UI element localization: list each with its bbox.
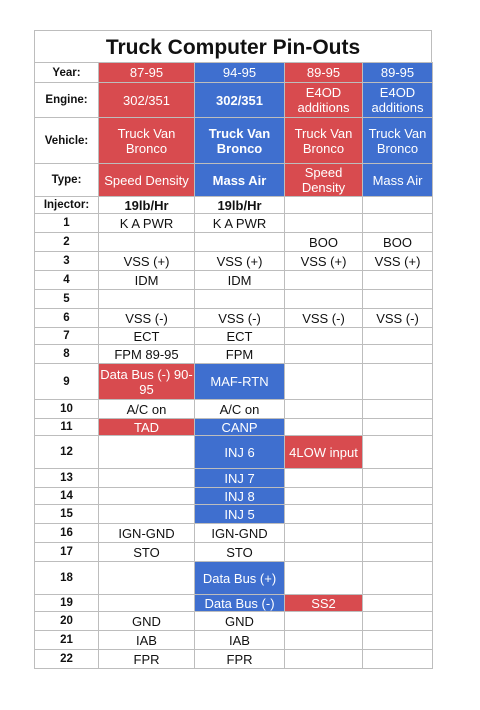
table-cell: VSS (+) bbox=[195, 252, 285, 271]
table-cell: 302/351 bbox=[99, 83, 195, 118]
table-cell: E4OD additions bbox=[363, 83, 433, 118]
table-cell: A/C on bbox=[99, 400, 195, 419]
table-cell: FPM bbox=[195, 345, 285, 364]
table-cell bbox=[363, 328, 433, 345]
table-cell bbox=[363, 400, 433, 419]
table-cell bbox=[285, 488, 363, 505]
table-cell: FPM 89-95 bbox=[99, 345, 195, 364]
pin-number: 11 bbox=[35, 419, 99, 436]
table-cell: IAB bbox=[195, 631, 285, 650]
table-cell: Speed Density bbox=[99, 164, 195, 197]
table-cell bbox=[99, 233, 195, 252]
header-row bbox=[35, 164, 433, 197]
pin-number: 22 bbox=[35, 650, 99, 669]
table-cell bbox=[363, 436, 433, 469]
table-row bbox=[35, 400, 433, 419]
table-cell bbox=[195, 290, 285, 309]
table-cell bbox=[285, 631, 363, 650]
table-row bbox=[35, 469, 433, 488]
pin-number: 7 bbox=[35, 328, 99, 345]
pin-number: 20 bbox=[35, 612, 99, 631]
table-cell: ECT bbox=[99, 328, 195, 345]
header-row bbox=[35, 197, 433, 214]
table-cell: IGN-GND bbox=[99, 524, 195, 543]
table-cell bbox=[363, 469, 433, 488]
table-cell: 4LOW input bbox=[285, 436, 363, 469]
table-cell: STO bbox=[195, 543, 285, 562]
table-cell: IAB bbox=[99, 631, 195, 650]
table-cell: BOO bbox=[363, 233, 433, 252]
table-cell: IGN-GND bbox=[195, 524, 285, 543]
table-cell: STO bbox=[99, 543, 195, 562]
table-cell: Data Bus (-) bbox=[195, 595, 285, 612]
table-cell bbox=[363, 271, 433, 290]
table-cell bbox=[363, 345, 433, 364]
table-cell: VSS (+) bbox=[99, 252, 195, 271]
table-cell: VSS (+) bbox=[363, 252, 433, 271]
table-cell: CANP bbox=[195, 419, 285, 436]
pin-number: 8 bbox=[35, 345, 99, 364]
pin-number: 2 bbox=[35, 233, 99, 252]
table-cell bbox=[285, 271, 363, 290]
table-cell: VSS (-) bbox=[285, 309, 363, 328]
pin-number: 19 bbox=[35, 595, 99, 612]
table-cell bbox=[363, 595, 433, 612]
pinout-sheet bbox=[34, 30, 432, 669]
pin-number: 12 bbox=[35, 436, 99, 469]
table-cell bbox=[285, 524, 363, 543]
table-cell bbox=[285, 400, 363, 419]
table-row bbox=[35, 436, 433, 469]
table-row bbox=[35, 595, 433, 612]
table-row bbox=[35, 309, 433, 328]
table-row bbox=[35, 488, 433, 505]
table-cell: IDM bbox=[99, 271, 195, 290]
table-cell bbox=[285, 290, 363, 309]
pin-number: 13 bbox=[35, 469, 99, 488]
row-label: Engine: bbox=[35, 83, 99, 118]
table-cell bbox=[363, 419, 433, 436]
table-row bbox=[35, 650, 433, 669]
table-cell bbox=[363, 562, 433, 595]
row-label: Year: bbox=[35, 63, 99, 83]
table-cell: Mass Air bbox=[195, 164, 285, 197]
header-row bbox=[35, 118, 433, 164]
table-cell bbox=[285, 197, 363, 214]
table-cell bbox=[285, 543, 363, 562]
table-cell bbox=[285, 612, 363, 631]
table-cell bbox=[363, 505, 433, 524]
table-cell: INJ 8 bbox=[195, 488, 285, 505]
table-cell: Mass Air bbox=[363, 164, 433, 197]
table-cell bbox=[363, 612, 433, 631]
table-cell: INJ 5 bbox=[195, 505, 285, 524]
row-label: Type: bbox=[35, 164, 99, 197]
table-cell: 87-95 bbox=[99, 63, 195, 83]
table-cell bbox=[363, 650, 433, 669]
table-cell bbox=[363, 364, 433, 400]
table-cell: VSS (+) bbox=[285, 252, 363, 271]
table-cell bbox=[285, 469, 363, 488]
pin-number: 17 bbox=[35, 543, 99, 562]
table-cell bbox=[285, 364, 363, 400]
table-cell bbox=[99, 562, 195, 595]
table-cell bbox=[99, 595, 195, 612]
table-row bbox=[35, 419, 433, 436]
table-cell: INJ 7 bbox=[195, 469, 285, 488]
table-row bbox=[35, 214, 433, 233]
table-cell bbox=[285, 214, 363, 233]
table-row bbox=[35, 328, 433, 345]
table-cell bbox=[363, 488, 433, 505]
table-cell: FPR bbox=[195, 650, 285, 669]
header-row bbox=[35, 63, 433, 83]
table-cell bbox=[285, 505, 363, 524]
table-cell bbox=[363, 631, 433, 650]
table-cell: VSS (-) bbox=[195, 309, 285, 328]
table-row bbox=[35, 252, 433, 271]
table-cell: VSS (-) bbox=[363, 309, 433, 328]
pinout-table bbox=[34, 62, 433, 669]
table-cell bbox=[99, 505, 195, 524]
table-cell: E4OD additions bbox=[285, 83, 363, 118]
table-cell bbox=[363, 214, 433, 233]
table-cell bbox=[99, 469, 195, 488]
table-cell: SS2 bbox=[285, 595, 363, 612]
table-cell bbox=[285, 650, 363, 669]
row-label: Vehicle: bbox=[35, 118, 99, 164]
table-cell: Data Bus (+) bbox=[195, 562, 285, 595]
pinout-table-body bbox=[35, 63, 433, 669]
table-row bbox=[35, 364, 433, 400]
table-cell: FPR bbox=[99, 650, 195, 669]
table-row bbox=[35, 524, 433, 543]
pin-number: 9 bbox=[35, 364, 99, 400]
table-cell: Truck Van Bronco bbox=[99, 118, 195, 164]
table-row bbox=[35, 543, 433, 562]
table-row bbox=[35, 631, 433, 650]
table-cell: VSS (-) bbox=[99, 309, 195, 328]
pin-number: 18 bbox=[35, 562, 99, 595]
table-cell: 94-95 bbox=[195, 63, 285, 83]
pin-number: 5 bbox=[35, 290, 99, 309]
table-cell bbox=[99, 488, 195, 505]
table-cell: 19lb/Hr bbox=[99, 197, 195, 214]
table-cell bbox=[285, 562, 363, 595]
pin-number: 4 bbox=[35, 271, 99, 290]
pin-number: 1 bbox=[35, 214, 99, 233]
table-cell: Truck Van Bronco bbox=[195, 118, 285, 164]
table-cell bbox=[363, 197, 433, 214]
table-cell bbox=[363, 524, 433, 543]
table-cell: MAF-RTN bbox=[195, 364, 285, 400]
table-cell bbox=[99, 290, 195, 309]
pin-number: 6 bbox=[35, 309, 99, 328]
table-row bbox=[35, 290, 433, 309]
table-row bbox=[35, 233, 433, 252]
pin-number: 15 bbox=[35, 505, 99, 524]
table-cell bbox=[285, 345, 363, 364]
table-cell: 302/351 bbox=[195, 83, 285, 118]
table-cell: BOO bbox=[285, 233, 363, 252]
table-cell: TAD bbox=[99, 419, 195, 436]
table-cell: K A PWR bbox=[195, 214, 285, 233]
table-row bbox=[35, 505, 433, 524]
table-row bbox=[35, 345, 433, 364]
table-cell: Speed Density bbox=[285, 164, 363, 197]
table-cell: Truck Van Bronco bbox=[363, 118, 433, 164]
row-label: Injector: bbox=[35, 197, 99, 214]
pin-number: 16 bbox=[35, 524, 99, 543]
table-cell bbox=[285, 419, 363, 436]
table-cell: 89-95 bbox=[363, 63, 433, 83]
table-cell: Data Bus (-) 90-95 bbox=[99, 364, 195, 400]
table-cell: K A PWR bbox=[99, 214, 195, 233]
table-cell: A/C on bbox=[195, 400, 285, 419]
table-cell: Truck Van Bronco bbox=[285, 118, 363, 164]
table-cell bbox=[363, 543, 433, 562]
table-cell: IDM bbox=[195, 271, 285, 290]
table-cell: GND bbox=[195, 612, 285, 631]
pin-number: 10 bbox=[35, 400, 99, 419]
table-cell bbox=[195, 233, 285, 252]
pin-number: 21 bbox=[35, 631, 99, 650]
table-cell: INJ 6 bbox=[195, 436, 285, 469]
table-cell bbox=[99, 436, 195, 469]
table-row bbox=[35, 271, 433, 290]
table-cell: 89-95 bbox=[285, 63, 363, 83]
table-cell bbox=[285, 328, 363, 345]
table-cell: GND bbox=[99, 612, 195, 631]
header-row bbox=[35, 83, 433, 118]
table-row bbox=[35, 612, 433, 631]
table-cell bbox=[363, 290, 433, 309]
table-cell: ECT bbox=[195, 328, 285, 345]
table-row bbox=[35, 562, 433, 595]
table-cell: 19lb/Hr bbox=[195, 197, 285, 214]
pin-number: 14 bbox=[35, 488, 99, 505]
page-title: Truck Computer Pin-Outs bbox=[34, 30, 432, 62]
pin-number: 3 bbox=[35, 252, 99, 271]
